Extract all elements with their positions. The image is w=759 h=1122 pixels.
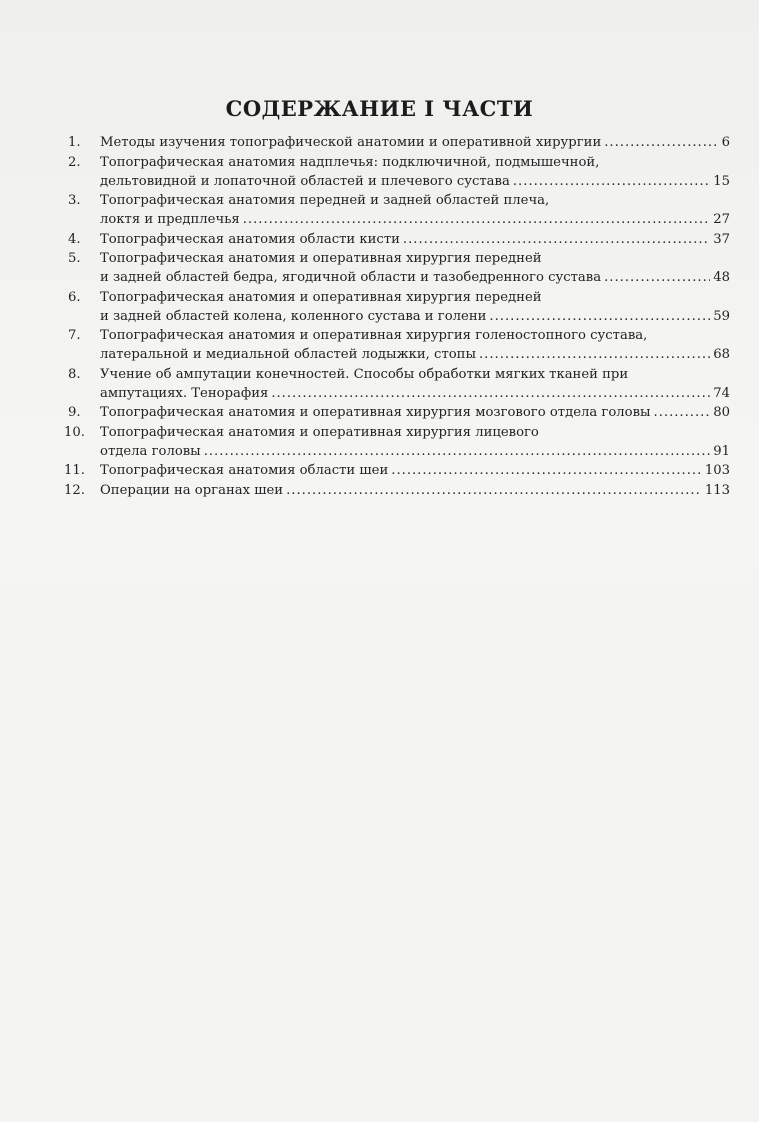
toc-entry-number: 8.	[68, 366, 81, 382]
toc-entry-page: 27	[713, 212, 730, 227]
toc-leader-dots	[271, 384, 710, 403]
toc-entry-page: 74	[713, 385, 730, 401]
toc-entry-title: Топографическая анатомия области кисти	[100, 231, 400, 247]
toc-entry-title: Топографическая анатомия и оперативная хирургия мозгового отдела головы	[100, 405, 651, 420]
toc-entry-title: ампутациях. Тенорафия	[100, 385, 269, 401]
toc-entry[interactable]	[64, 481, 730, 500]
toc-entry-title: отдела головы	[100, 443, 201, 459]
toc-entry-title: латеральной и медиальной областей лодыжки, стопы	[100, 347, 476, 362]
toc-entry-title: Операции на органах шеи	[100, 482, 284, 498]
toc-entry-number: 2.	[68, 154, 81, 170]
toc-entry[interactable]	[64, 461, 730, 480]
toc-leader-dots	[391, 461, 702, 480]
toc-entry-page: 15	[713, 173, 730, 189]
toc-leader-dots	[604, 268, 710, 287]
toc-entry-title-line: Топографическая анатомия и оперативная хирургия передней	[100, 289, 542, 305]
toc-entry-page: 59	[713, 308, 730, 324]
toc-leader-dots	[654, 403, 711, 422]
toc-entry-page: 103	[704, 463, 730, 478]
toc-leader-dots	[513, 172, 710, 191]
toc-entry-title-line: Топографическая анатомия надплечья: подключичной, подмышечной,	[100, 154, 600, 170]
toc-entry[interactable]	[64, 249, 730, 287]
toc-entry-number: 3.	[68, 193, 81, 208]
toc-entry-title: и задней областей колена, коленного сустава и голени	[100, 308, 487, 324]
toc-entry[interactable]	[64, 326, 730, 364]
toc-entry-number: 9.	[68, 405, 81, 420]
toc-entry[interactable]	[64, 423, 730, 461]
toc-entry-page: 91	[713, 443, 730, 459]
toc-entry[interactable]	[64, 403, 730, 422]
toc-leader-dots	[604, 133, 718, 152]
toc-entry-number: 6.	[68, 289, 81, 305]
page-title: СОДЕРЖАНИЕ I ЧАСТИ	[225, 96, 534, 121]
toc-entry-page: 68	[713, 347, 730, 362]
toc-entry-title: Топографическая анатомия области шеи	[100, 463, 389, 478]
toc-entry-title: локтя и предплечья	[100, 212, 240, 227]
toc-entry-title: Методы изучения топографической анатомии и оперативной хирургии	[100, 135, 602, 150]
toc-entry-number: 12.	[64, 482, 85, 498]
toc-entry[interactable]	[64, 133, 730, 152]
toc-entry-number: 5.	[68, 251, 81, 266]
toc-leader-dots	[489, 307, 710, 326]
toc-leader-dots	[204, 442, 711, 461]
toc-leader-dots	[403, 230, 710, 249]
toc-entry-title-line: Учение об ампутации конечностей. Способы обработки мягких тканей при	[100, 366, 629, 382]
toc-entry-page: 6	[721, 135, 730, 150]
toc-entry-title: и задней областей бедра, ягодичной области и тазобедренного сустава	[100, 270, 602, 285]
toc-entry-title-line: Топографическая анатомия и оперативная хирургия голеностопного сустава,	[100, 328, 648, 343]
toc-entry[interactable]	[64, 365, 730, 403]
table-of-contents	[64, 133, 730, 500]
toc-leader-dots	[286, 481, 702, 500]
toc-leader-dots	[479, 345, 710, 364]
toc-entry-page: 48	[713, 270, 730, 285]
toc-entry[interactable]	[64, 288, 730, 326]
toc-entry[interactable]	[64, 153, 730, 191]
toc-entry[interactable]	[64, 230, 730, 249]
toc-entry-number: 7.	[68, 328, 81, 343]
toc-entry-title-line: Топографическая анатомия передней и задней областей плеча,	[100, 193, 550, 208]
toc-leader-dots	[243, 210, 711, 229]
toc-entry-title-line: Топографическая анатомия и оперативная хирургия передней	[100, 251, 542, 266]
toc-entry-title: дельтовидной и лопаточной областей и плечевого сустава	[100, 173, 510, 189]
toc-entry-page: 113	[704, 482, 730, 498]
toc-entry-page: 80	[713, 405, 730, 420]
toc-entry[interactable]	[64, 191, 730, 229]
toc-entry-number: 11.	[64, 463, 85, 478]
toc-entry-title-line: Топографическая анатомия и оперативная хирургия лицевого	[100, 424, 539, 440]
toc-entry-page: 37	[713, 231, 730, 247]
toc-entry-number: 1.	[68, 135, 81, 150]
toc-entry-number: 10.	[64, 424, 85, 440]
toc-entry-number: 4.	[68, 231, 81, 247]
